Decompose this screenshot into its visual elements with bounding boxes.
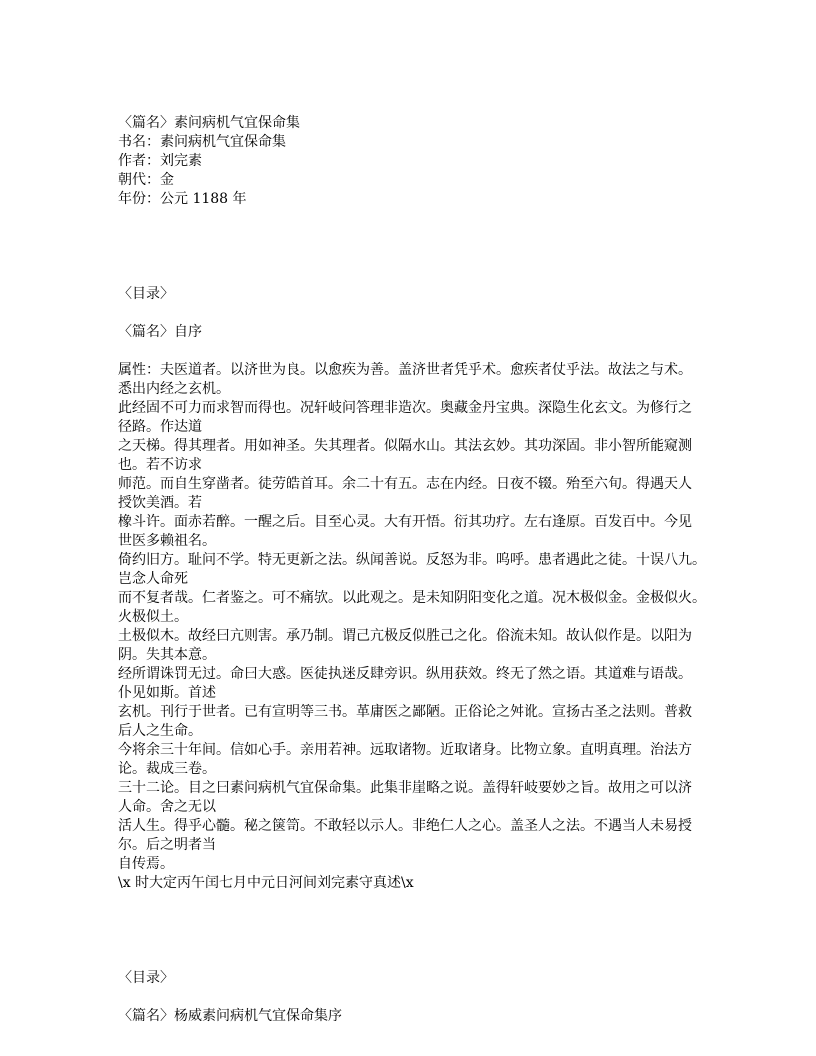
spacer xyxy=(118,988,710,1007)
text-line: 岂念人命死 xyxy=(118,571,188,587)
spacer xyxy=(118,893,710,950)
text-line: 也。若不访求 xyxy=(118,457,202,473)
section-preface xyxy=(118,285,710,893)
text-line: 经所谓诛罚无过。命曰大惑。医徒执迷反肆旁识。纵用获效。终无了然之语。其道难与语哉。 xyxy=(118,666,692,682)
text-line: 阴。失其本意。 xyxy=(118,647,216,663)
toc-marker: 〈目录〉 xyxy=(118,286,174,302)
text-line: 人命。舍之无以 xyxy=(118,799,216,815)
text-line: 之天梯。得其理者。用如神圣。失其理者。似隔水山。其法玄妙。其功深固。非小智所能窥测 xyxy=(118,438,692,454)
text-line: 玄机。刊行于世者。已有宣明等三书。革庸医之鄙陋。正俗论之舛讹。宣扬古圣之法则。普救 xyxy=(118,704,692,720)
text-line: 今将余三十年间。信如心手。亲用若神。远取诸物。近取诸身。比物立象。直明真理。治法方 xyxy=(118,742,692,758)
chapter-title: 〈篇名〉杨威素问病机气宜保命集序 xyxy=(118,1008,342,1024)
text-line: 师范。而自生穿凿者。徒劳皓首耳。余二十有五。志在内经。日夜不辍。殆至六旬。得遇天人 xyxy=(118,476,692,492)
chapter-title: 〈篇名〉素问病机气宜保命集 xyxy=(118,115,300,131)
text-line: 而不复者哉。仁者鉴之。可不痛欤。以此观之。是未知阴阳变化之道。况木极似金。金极似火。 xyxy=(118,590,706,606)
text-line: 悉出内经之玄机。 xyxy=(118,381,230,397)
text-line: 三十二论。目之曰素问病机气宜保命集。此集非崖略之说。盖得轩岐要妙之旨。故用之可以济 xyxy=(118,780,692,796)
author: 作者：刘完素 xyxy=(118,153,202,169)
text-line: 后人之生命。 xyxy=(118,723,202,739)
spacer xyxy=(118,209,710,266)
text-line: 世医多赖祖名。 xyxy=(118,533,216,549)
text-line: 此经固不可力而求智而得也。况轩岐问答理非造次。奥藏金丹宝典。深隐生化玄文。为修行之 xyxy=(118,400,692,416)
year: 年份：公元 1188 年 xyxy=(118,191,247,207)
book-name: 书名：素问病机气宜保命集 xyxy=(118,134,286,150)
chapter-title: 〈篇名〉自序 xyxy=(118,324,202,340)
spacer xyxy=(118,266,710,285)
dynasty: 朝代：金 xyxy=(118,172,174,188)
spacer xyxy=(118,342,710,361)
text-line: 授饮美酒。若 xyxy=(118,495,202,511)
document-page xyxy=(118,114,710,1026)
section-yangwei-preface xyxy=(118,969,710,1026)
text-line: 尔。后之明者当 xyxy=(118,837,216,853)
signature-line: \x 时大定丙午闰七月中元日河间刘完素守真述\x xyxy=(118,875,414,891)
book-header xyxy=(118,114,710,209)
text-line: 属性：夫医道者。以济世为良。以愈疾为善。盖济世者凭乎术。愈疾者仗乎法。故法之与术。 xyxy=(118,362,692,378)
preface-body xyxy=(118,361,710,893)
spacer xyxy=(118,950,710,969)
text-line: 仆见如斯。首述 xyxy=(118,685,216,701)
spacer xyxy=(118,304,710,323)
text-line: 橡斗许。面赤若醉。一醒之后。目至心灵。大有开悟。衍其功疗。左右逢原。百发百中。今见 xyxy=(118,514,692,530)
toc-marker: 〈目录〉 xyxy=(118,970,174,986)
text-line: 土极似木。故经曰亢则害。承乃制。谓己亢极反似胜己之化。俗流未知。故认似作是。以阳为 xyxy=(118,628,692,644)
text-line: 径路。作达道 xyxy=(118,419,202,435)
text-line: 倚约旧方。耻问不学。特无更新之法。纵闻善说。反怒为非。呜呼。患者遇此之徒。十误八九。 xyxy=(118,552,706,568)
text-line: 论。裁成三卷。 xyxy=(118,761,216,777)
text-line: 自传焉。 xyxy=(118,856,174,872)
text-line: 活人生。得乎心髓。秘之箧笥。不敢轻以示人。非绝仁人之心。盖圣人之法。不遇当人未易授 xyxy=(118,818,692,834)
text-line: 火极似土。 xyxy=(118,609,188,625)
